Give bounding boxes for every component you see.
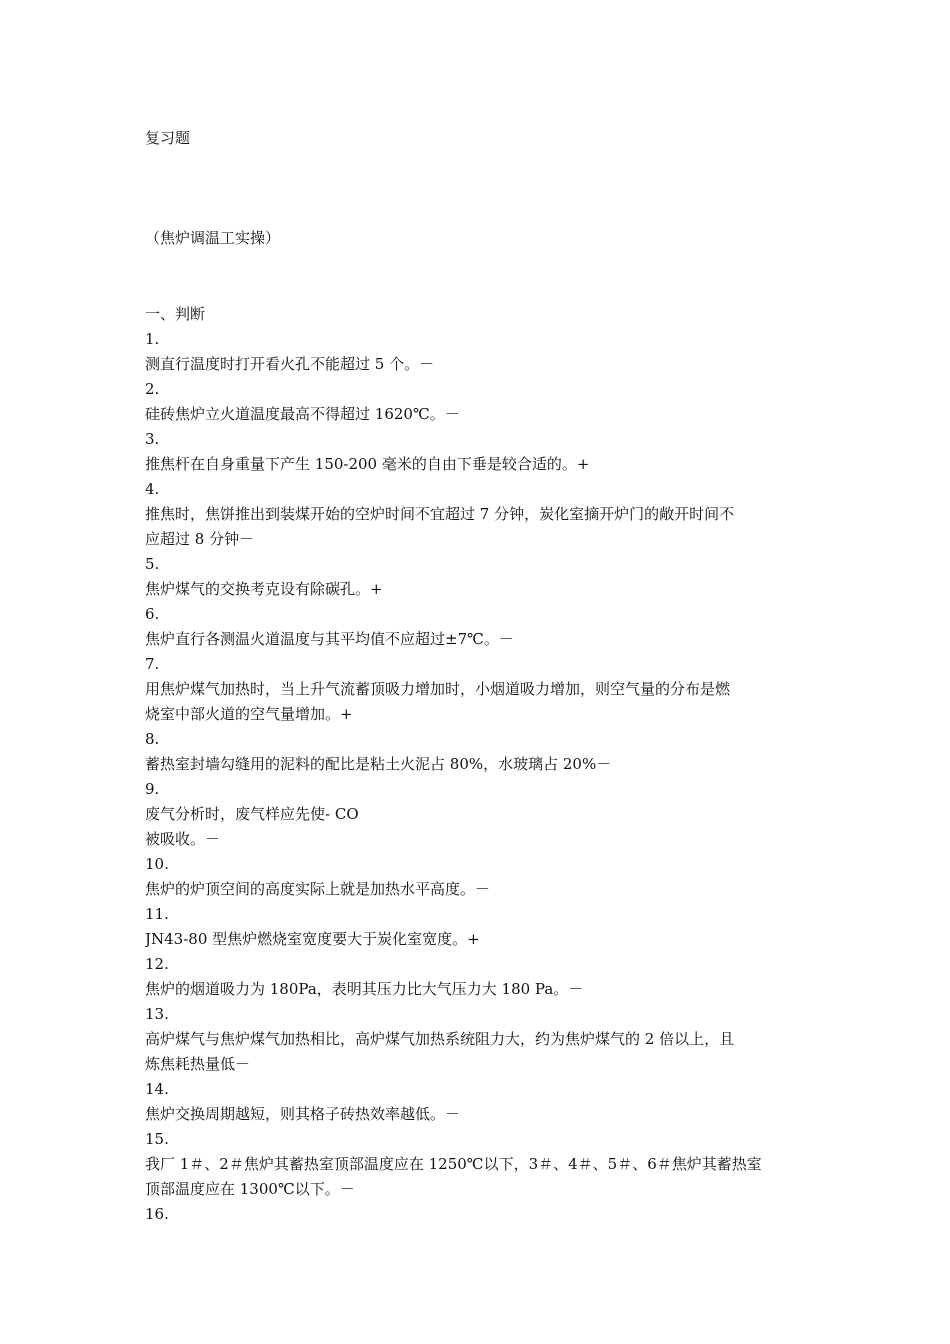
question-text: 焦炉交换周期越短，则其格子砖热效率越低。－: [145, 1105, 461, 1123]
question-number: 7.: [145, 655, 160, 673]
section-heading: 一、判断: [145, 305, 206, 323]
question-text: 焦炉煤气的交换考克设有除碳孔。+: [145, 580, 383, 598]
page-subtitle: （焦炉调温工实操）: [145, 229, 281, 247]
question-text: 用焦炉煤气加热时，当上升气流蓄顶吸力增加时，小烟道吸力增加，则空气量的分布是燃: [145, 680, 731, 698]
question-text: 炼焦耗热量低－: [145, 1055, 251, 1073]
question-number: 4.: [145, 480, 160, 498]
question-text: 我厂 1＃、2＃焦炉其蓄热室顶部温度应在 1250℃以下，3＃、4＃、5＃、6＃焦炉其蓄热室: [145, 1155, 762, 1173]
question-number: 1.: [145, 330, 160, 348]
question-list: [145, 302, 810, 1227]
question-text: 测直行温度时打开看火孔不能超过 5 个。－: [145, 355, 435, 373]
question-text: 烧室中部火道的空气量增加。+: [145, 705, 353, 723]
question-number: 14.: [145, 1080, 169, 1098]
question-text: 焦炉的烟道吸力为 180Pa，表明其压力比大气压力大 180 Pa。－: [145, 980, 584, 998]
question-text: 高炉煤气与焦炉煤气加热相比，高炉煤气加热系统阻力大，约为焦炉煤气的 2 倍以上，且: [145, 1030, 735, 1048]
question-number: 12.: [145, 955, 169, 973]
question-text: 废气分析时，废气样应先使- CO: [145, 805, 359, 823]
question-number: 8.: [145, 730, 160, 748]
question-number: 15.: [145, 1130, 169, 1148]
question-number: 16.: [145, 1205, 169, 1223]
question-number: 3.: [145, 430, 160, 448]
question-text: 推焦杆在自身重量下产生 150-200 毫米的自由下垂是较合适的。+: [145, 455, 590, 473]
question-number: 10.: [145, 855, 169, 873]
question-number: 2.: [145, 380, 160, 398]
question-text: 焦炉的炉顶空间的高度实际上就是加热水平高度。－: [145, 880, 491, 898]
question-number: 11.: [145, 905, 169, 923]
question-number: 13.: [145, 1005, 169, 1023]
question-text: 推焦时，焦饼推出到装煤开始的空炉时间不宜超过 7 分钟，炭化室摘开炉门的敞开时间不: [145, 505, 735, 523]
question-text: 蓄热室封墙勾缝用的泥料的配比是粘土火泥占 80%，水玻璃占 20%－: [145, 755, 612, 773]
question-text: 被吸收。－: [145, 830, 221, 848]
question-text: 应超过 8 分钟－: [145, 530, 255, 548]
question-number: 5.: [145, 555, 160, 573]
question-text: JN43-80 型焦炉燃烧室宽度要大于炭化室宽度。+: [145, 930, 480, 948]
question-text: 焦炉直行各测温火道温度与其平均值不应超过±7℃。－: [145, 630, 514, 648]
question-text: 硅砖焦炉立火道温度最高不得超过 1620℃。－: [145, 405, 460, 423]
question-number: 9.: [145, 780, 160, 798]
question-number: 6.: [145, 605, 160, 623]
page-title: 复习题: [145, 129, 191, 147]
question-text: 顶部温度应在 1300℃以下。－: [145, 1180, 355, 1198]
